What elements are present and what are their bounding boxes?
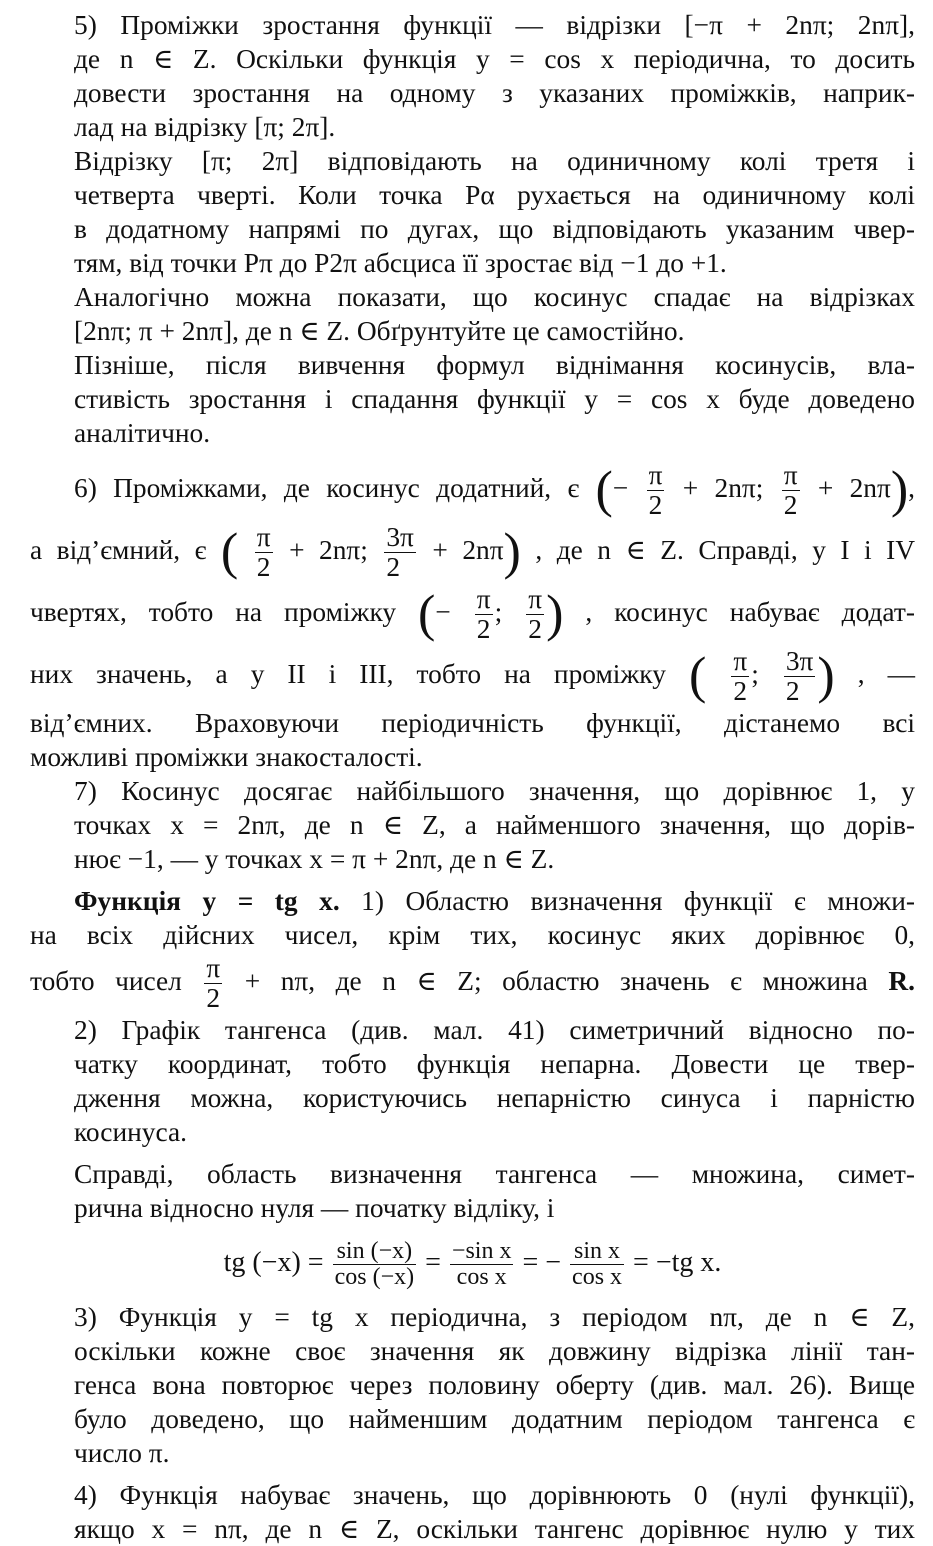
paragraph-cos-extrema: 7) Косинус досягає найбільшого значення, що дорівнює 1, у точках x = 2nπ, де n ∈ Z, а найменшого значення, що дорів- нює −1, — у точках x = π + 2nπ, де n ∈ Z. [74,775,915,874]
paragraph-tg-domain: Функція y = tg x. 1) Областю визначення функції є множи- на всіх дійсних чисел, крім тих, косинус яких дорівнює 0, тобто чисел $\frac{\pi}{2}$ + nπ, де n ∈ Z; областю значень є множина R. [30,885,915,1014]
negative-interval: ( $\frac{\pi}{2}$ + 2nπ; $\frac{3\pi}{2}$ + 2nπ) [220,522,521,583]
quarter-interval-2-3: ( $\frac{\pi}{2}$ ; $\frac{3\pi}{2}$ ) [688,646,835,707]
paragraph-unit-circle: Відрізку [π; 2π] відповідають на одиничному колі третя і четверта чверті. Коли точка Pα рухається на одиничному колі в додатному напрямі по дугах, що відповідають указаним чвер- тям, від точки Pπ до P2π абсциса її зростає від −1 до +1. [74,146,915,278]
positive-interval: (− $\frac{\pi}{2}$ + 2nπ; $\frac{\pi}{2}$ + 2nπ), [595,460,916,521]
paragraph-tg-odd: 2) Графік тангенса (див. мал. 41) симетричний відносно по- чатку координат, тобто функція непарна. Довести це твер- дження можна, користуючись непарністю синуса і парністю косинуса. [74,1014,915,1147]
fraction: $\frac{\pi}{2}$ [648,460,663,521]
fraction: $\frac{\pi}{2}$ [206,953,221,1014]
fraction: $\frac{3\pi}{2}$ [785,646,814,707]
paragraph-cos-decrease: Аналогічно можна показати, що косинус спадає на відрізках [2nπ; π + 2nπ], де n ∈ Z. Обґрунтуйте це самостійно. [74,282,915,346]
fraction: $\frac{\text{sin x}}{\text{cos x}}$ [572,1237,623,1291]
section-heading-tg: Функція y = tg x. [74,885,340,916]
fraction: $\frac{\pi}{2}$ [476,584,491,645]
paragraph-cos-sign-end: від’ємних. Враховуючи періодичність функції, дістанемо всі можливі проміжки знакосталості. [30,707,915,772]
paragraph-tg-zeros: 4) Функція набуває значень, що дорівнюють 0 (нулі функції), якщо x = nπ, де n ∈ Z, оскільки тангенс дорівнює нулю у тих [74,1480,915,1545]
paragraph-cos-sign: 6) Проміжками, де косинус додатний, є (− $\frac{\pi}{2}$ + 2nπ; $\frac{\pi}{2}$ + 2nπ), а від’ємний, є ( $\frac{\pi}{2}$ + 2nπ; $\frac{3\pi}{2}$ + 2nπ) , де n ∈ Z. Справді, у I і IV чвертях, тобто на проміжку (− $\frac{\pi}{2}$ ; $\frac{\pi}{2}$ ) , косинус набуває додат- них значень, а у II і III, тобто на проміжку ( $\frac{\pi}{2}$ ; $\frac{3\pi}{2}$ ) , — [30,460,916,707]
fraction: $\frac{\pi}{2}$ [528,584,543,645]
quarter-interval-1-4: (− $\frac{\pi}{2}$ ; $\frac{\pi}{2}$ ) [418,584,564,645]
fraction: $\frac{\sin (-x)}{\cos (-x)}$ [334,1237,415,1291]
fraction: $\frac{\pi}{2}$ [733,646,748,707]
fraction: $\frac{\text{−sin x}}{\text{cos x}}$ [451,1237,512,1291]
formula-tg-odd: tg (−x) = $\frac{\sin (-x)}{\cos (-x)}$ = $\frac{\text{−sin x}}{\text{cos x}}$ = − $\frac{\text{sin x}}{\text{cos x}}$ = −tg x. [223,1237,722,1291]
paragraph-later-proof: Пізніше, після вивчення формул віднімання косинусів, вла- стивість зростання і спадання функції y = cos x буде доведено аналітично. [74,350,915,448]
paragraph-cos-increase: 5) Проміжки зростання функції — відрізки [−π + 2nπ; 2nπ], де n ∈ Z. Оскільки функція y = cos x періодична, то досить довести зростання на одному з указаних проміжків, наприк- лад на відрізку [π; 2π]. [74,10,915,142]
paragraph-tg-period: 3) Функція y = tg x періодична, з періодом nπ, де n ∈ Z, оскільки кожне своє значення як довжину відрізка лінії тан- генса вона повторює через половину оберту (див. мал. 26). Вище було доведено, що найменшим додатним періодом тангенса є число π. [74,1302,915,1469]
paragraph-tg-domain-symmetric: Справді, область визначення тангенса — множина, симет- рична відносно нуля — початку відліку, і [74,1158,915,1223]
fraction: $\frac{3\pi}{2}$ [386,522,414,583]
fraction: $\frac{\pi}{2}$ [256,522,271,583]
fraction: $\frac{\pi}{2}$ [783,460,798,521]
